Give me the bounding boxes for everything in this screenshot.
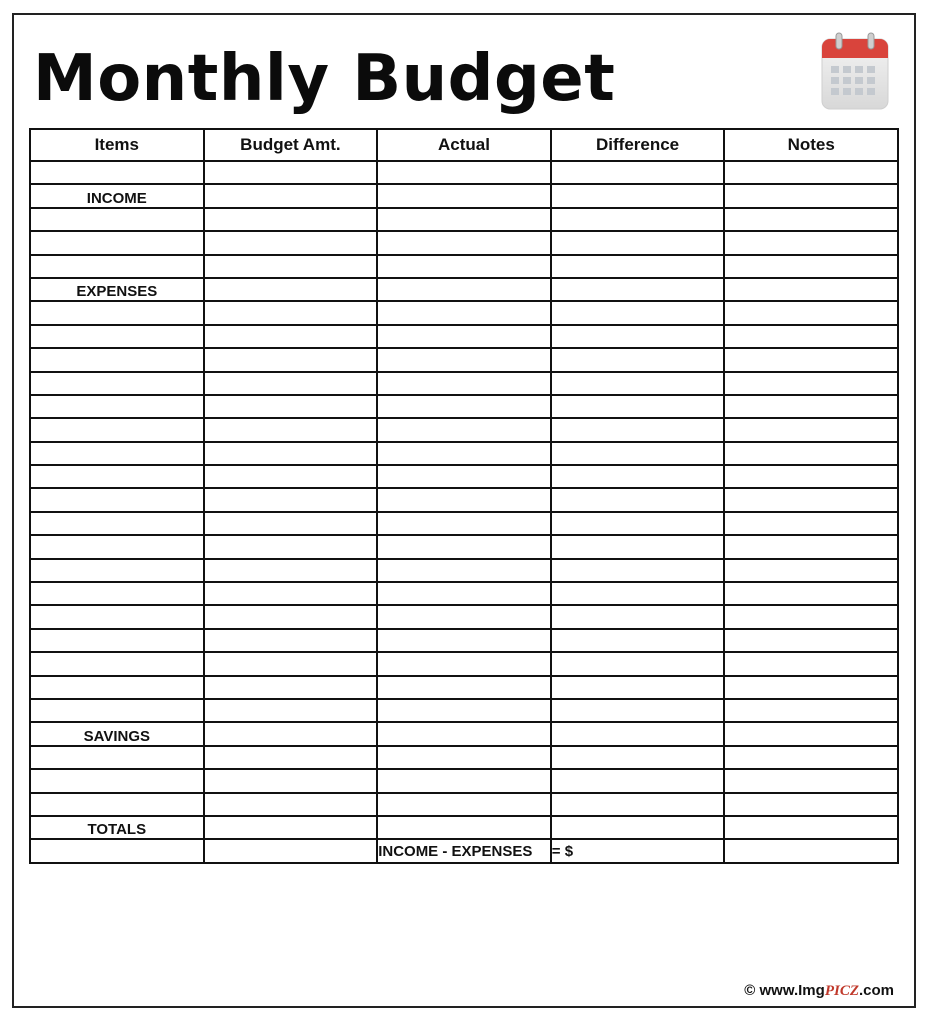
table-cell[interactable] (204, 395, 378, 418)
table-cell[interactable] (551, 395, 725, 418)
table-row (30, 255, 898, 278)
table-cell[interactable] (724, 488, 898, 511)
table-cell[interactable] (30, 301, 204, 324)
table-cell[interactable] (204, 722, 378, 745)
table-cell[interactable] (551, 255, 725, 278)
col-header-budget-amt: Budget Amt. (204, 129, 378, 161)
table-cell[interactable] (377, 722, 551, 745)
table-row (30, 372, 898, 395)
table-cell[interactable] (724, 465, 898, 488)
table-row (30, 488, 898, 511)
table-row (30, 699, 898, 722)
col-header-items: Items (30, 129, 204, 161)
table-cell[interactable] (551, 231, 725, 254)
table-row (30, 535, 898, 558)
table-row (30, 839, 898, 862)
table-cell[interactable] (377, 442, 551, 465)
table-cell[interactable] (724, 184, 898, 207)
table-cell[interactable] (551, 208, 725, 231)
table-cell[interactable] (551, 629, 725, 652)
table-cell[interactable] (377, 816, 551, 839)
table-cell[interactable] (204, 442, 378, 465)
table-cell[interactable] (204, 839, 378, 862)
table-cell[interactable] (724, 793, 898, 816)
table-row (30, 161, 898, 184)
table-cell[interactable] (30, 512, 204, 535)
table-cell[interactable] (30, 839, 204, 862)
table-cell[interactable] (377, 184, 551, 207)
table-row (30, 676, 898, 699)
table-cell[interactable] (377, 746, 551, 769)
watermark-suffix: .com (858, 982, 894, 999)
col-header-difference: Difference (551, 129, 725, 161)
table-cell[interactable] (204, 793, 378, 816)
table-cell[interactable] (377, 793, 551, 816)
table-cell[interactable] (551, 372, 725, 395)
table-cell[interactable] (204, 769, 378, 792)
table-cell[interactable] (377, 372, 551, 395)
table-cell[interactable] (377, 395, 551, 418)
table-cell[interactable] (204, 699, 378, 722)
table-cell[interactable] (724, 255, 898, 278)
table-cell[interactable] (204, 746, 378, 769)
table-row (30, 559, 898, 582)
table-cell[interactable] (551, 746, 725, 769)
table-row (30, 418, 898, 441)
table-cell[interactable] (377, 769, 551, 792)
table-cell[interactable] (377, 605, 551, 628)
table-cell[interactable] (551, 559, 725, 582)
equals-dollar-label: = $ (551, 839, 725, 862)
table-cell[interactable] (551, 699, 725, 722)
col-header-notes: Notes (724, 129, 898, 161)
table-cell[interactable] (377, 301, 551, 324)
table-cell[interactable] (204, 465, 378, 488)
table-cell[interactable] (30, 372, 204, 395)
table-row (30, 231, 898, 254)
table-cell[interactable] (377, 699, 551, 722)
table-cell[interactable] (724, 418, 898, 441)
table-cell[interactable] (377, 418, 551, 441)
table-cell[interactable] (551, 488, 725, 511)
table-cell[interactable] (30, 559, 204, 582)
table-cell[interactable] (30, 629, 204, 652)
table-cell[interactable] (377, 629, 551, 652)
table-cell[interactable] (30, 488, 204, 511)
table-row (30, 208, 898, 231)
table-row (30, 301, 898, 324)
calendar-icon (821, 32, 889, 110)
table-body (30, 161, 898, 863)
table-cell[interactable] (551, 325, 725, 348)
table-cell[interactable] (30, 582, 204, 605)
table-cell[interactable] (30, 605, 204, 628)
table-cell[interactable] (551, 442, 725, 465)
table-cell[interactable] (30, 793, 204, 816)
table-cell[interactable] (377, 161, 551, 184)
table-row (30, 793, 898, 816)
table-cell[interactable] (30, 325, 204, 348)
table-row (30, 816, 898, 839)
table-cell[interactable] (377, 208, 551, 231)
section-label: EXPENSES (30, 278, 204, 301)
section-label: SAVINGS (30, 722, 204, 745)
table-cell[interactable] (724, 395, 898, 418)
table-row (30, 184, 898, 207)
table-cell[interactable] (204, 325, 378, 348)
table-cell[interactable] (204, 301, 378, 324)
table-cell[interactable] (377, 348, 551, 371)
table-cell[interactable] (551, 769, 725, 792)
table-cell[interactable] (724, 348, 898, 371)
table-row (30, 325, 898, 348)
table-cell[interactable] (204, 816, 378, 839)
table-cell[interactable] (204, 278, 378, 301)
table-cell[interactable] (30, 769, 204, 792)
watermark-prefix: © www.Img (744, 982, 825, 999)
table-cell[interactable] (551, 161, 725, 184)
table-cell[interactable] (204, 582, 378, 605)
table-cell[interactable] (724, 278, 898, 301)
table-cell[interactable] (377, 535, 551, 558)
table-cell[interactable] (724, 629, 898, 652)
table-cell[interactable] (204, 488, 378, 511)
table-cell[interactable] (377, 582, 551, 605)
table-cell[interactable] (551, 348, 725, 371)
table-cell[interactable] (551, 278, 725, 301)
table-cell[interactable] (724, 442, 898, 465)
table-cell[interactable] (30, 208, 204, 231)
table-cell[interactable] (724, 325, 898, 348)
watermark-brand: PICZ (824, 983, 859, 999)
table-cell[interactable] (204, 231, 378, 254)
table-cell[interactable] (204, 208, 378, 231)
table-cell[interactable] (30, 465, 204, 488)
table-cell[interactable] (204, 652, 378, 675)
table-cell[interactable] (377, 488, 551, 511)
table-row (30, 605, 898, 628)
table-cell[interactable] (204, 418, 378, 441)
table-cell[interactable] (377, 559, 551, 582)
table-cell[interactable] (204, 255, 378, 278)
table-cell[interactable] (551, 418, 725, 441)
table-cell[interactable] (30, 255, 204, 278)
table-cell[interactable] (204, 629, 378, 652)
table-cell[interactable] (30, 652, 204, 675)
table-row (30, 652, 898, 675)
table-cell[interactable] (30, 161, 204, 184)
table-cell[interactable] (724, 161, 898, 184)
section-label: TOTALS (30, 816, 204, 839)
table-row (30, 512, 898, 535)
table-cell[interactable] (724, 676, 898, 699)
table-cell[interactable] (30, 746, 204, 769)
table-cell[interactable] (724, 652, 898, 675)
table-row (30, 746, 898, 769)
table-cell[interactable] (551, 722, 725, 745)
table-cell[interactable] (724, 746, 898, 769)
table-cell[interactable] (204, 348, 378, 371)
table-cell[interactable] (204, 535, 378, 558)
table-cell[interactable] (551, 535, 725, 558)
table-cell[interactable] (551, 652, 725, 675)
table-cell[interactable] (204, 676, 378, 699)
table-cell[interactable] (204, 512, 378, 535)
table-cell[interactable] (204, 161, 378, 184)
table-cell[interactable] (551, 676, 725, 699)
table-row (30, 348, 898, 371)
table-cell[interactable] (724, 839, 898, 862)
table-cell[interactable] (724, 231, 898, 254)
table-row (30, 278, 898, 301)
table-cell[interactable] (551, 793, 725, 816)
income-minus-expenses-label: INCOME - EXPENSES (377, 839, 551, 862)
header-row (30, 129, 898, 161)
table-cell[interactable] (377, 465, 551, 488)
table-cell[interactable] (724, 535, 898, 558)
table-row (30, 395, 898, 418)
table-cell[interactable] (377, 512, 551, 535)
table-row (30, 442, 898, 465)
table-cell[interactable] (30, 418, 204, 441)
table-cell[interactable] (30, 395, 204, 418)
table-cell[interactable] (30, 231, 204, 254)
table-cell[interactable] (204, 184, 378, 207)
table-cell[interactable] (377, 255, 551, 278)
table-cell[interactable] (204, 559, 378, 582)
table-cell[interactable] (204, 605, 378, 628)
table-cell[interactable] (551, 582, 725, 605)
table-cell[interactable] (724, 372, 898, 395)
table-cell[interactable] (551, 816, 725, 839)
table-cell[interactable] (724, 816, 898, 839)
table-cell[interactable] (30, 676, 204, 699)
table-cell[interactable] (551, 301, 725, 324)
table-cell[interactable] (724, 582, 898, 605)
table-cell[interactable] (377, 278, 551, 301)
table-cell[interactable] (724, 605, 898, 628)
table-cell[interactable] (377, 325, 551, 348)
table-cell[interactable] (377, 652, 551, 675)
table-cell[interactable] (30, 699, 204, 722)
table-cell[interactable] (30, 442, 204, 465)
table-cell[interactable] (724, 301, 898, 324)
table-row (30, 465, 898, 488)
col-header-actual: Actual (377, 129, 551, 161)
table-cell[interactable] (30, 348, 204, 371)
table-cell[interactable] (724, 559, 898, 582)
watermark (744, 982, 894, 1000)
table-cell[interactable] (724, 512, 898, 535)
table-cell[interactable] (551, 184, 725, 207)
table-cell[interactable] (724, 769, 898, 792)
table-cell[interactable] (377, 676, 551, 699)
table-cell[interactable] (724, 722, 898, 745)
table-cell[interactable] (724, 699, 898, 722)
table-row (30, 769, 898, 792)
table-cell[interactable] (724, 208, 898, 231)
table-cell[interactable] (377, 231, 551, 254)
page-title: Monthly Budget (33, 42, 616, 116)
table-cell[interactable] (30, 535, 204, 558)
table-row (30, 582, 898, 605)
table-row (30, 629, 898, 652)
table-cell[interactable] (551, 605, 725, 628)
section-label: INCOME (30, 184, 204, 207)
table-row (30, 722, 898, 745)
table-cell[interactable] (551, 465, 725, 488)
table-cell[interactable] (204, 372, 378, 395)
table-cell[interactable] (551, 512, 725, 535)
budget-table (29, 128, 899, 864)
